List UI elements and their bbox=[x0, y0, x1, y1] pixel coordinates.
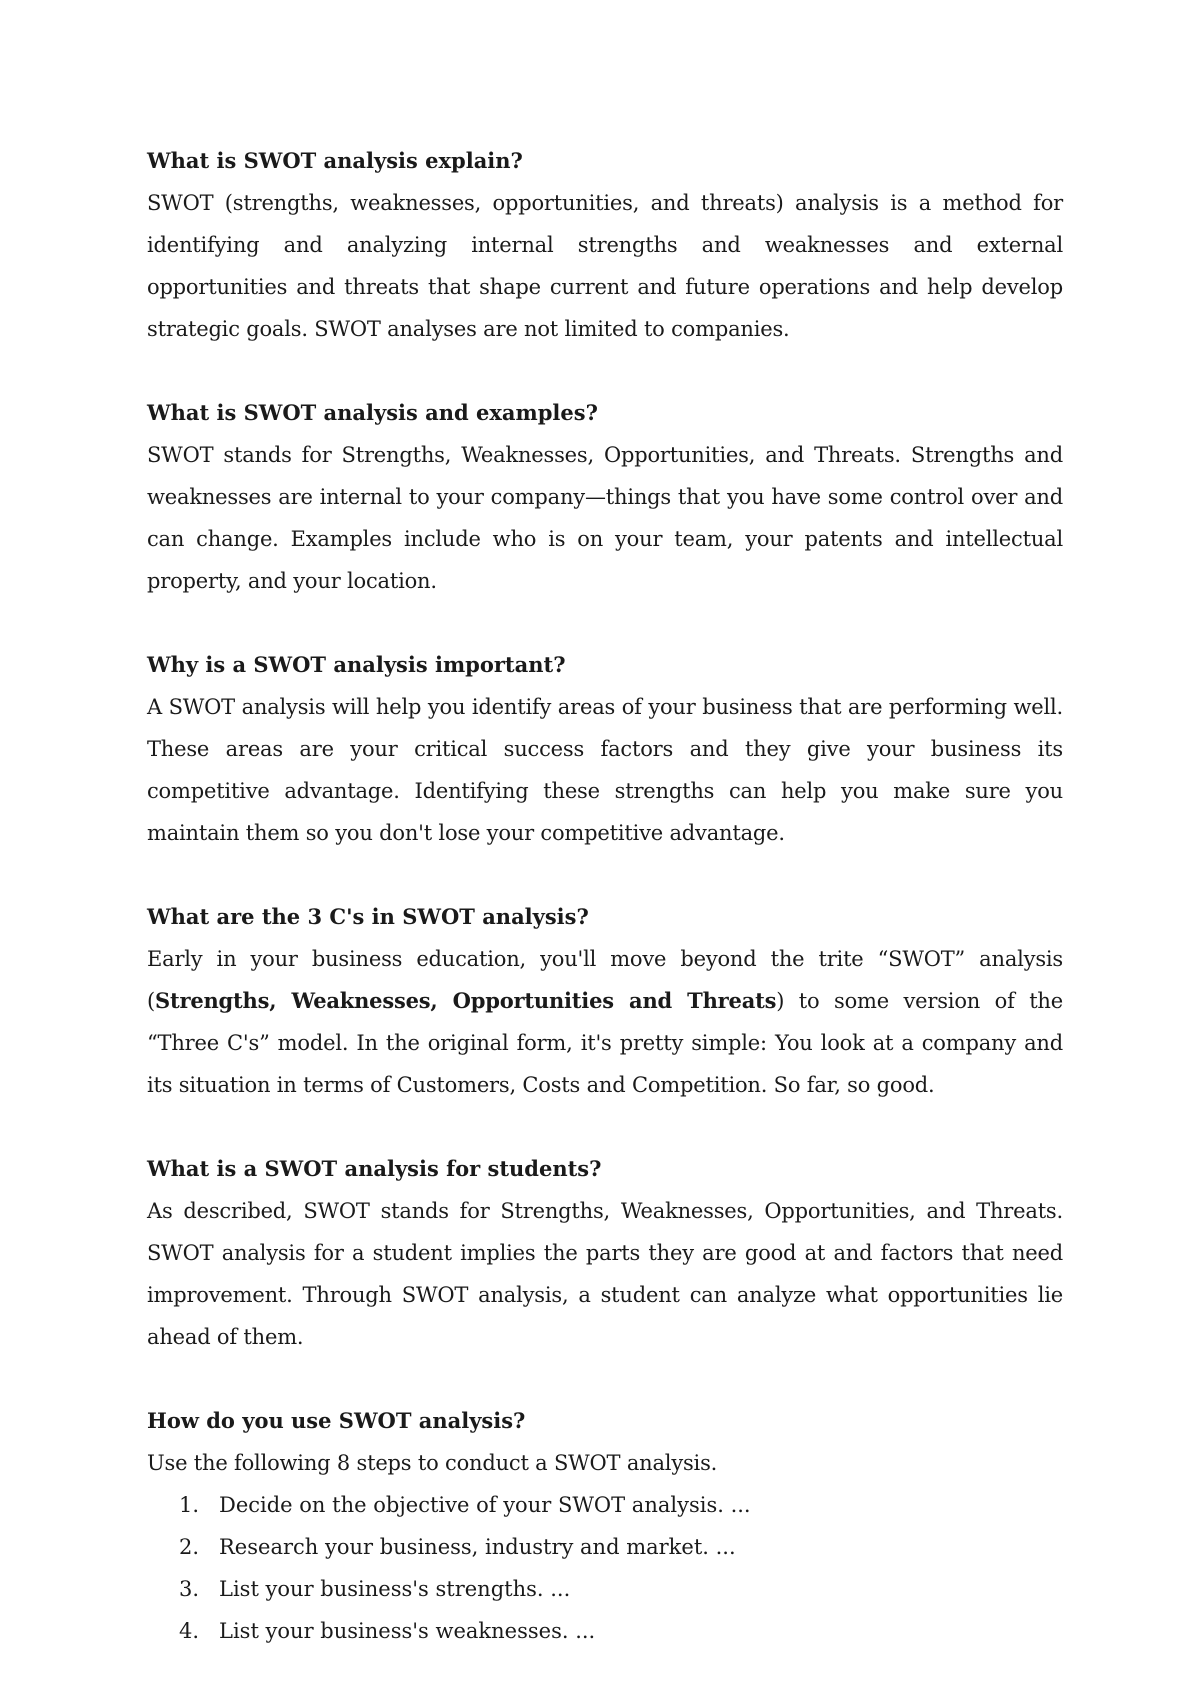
step-number: 3. bbox=[178, 1577, 199, 1601]
section-heading: What is a SWOT analysis for students? bbox=[147, 1156, 602, 1181]
section-body bbox=[147, 938, 1063, 1106]
section-heading: What is SWOT analysis and examples? bbox=[147, 400, 598, 425]
section-three-cs bbox=[147, 896, 1063, 1106]
list-item bbox=[147, 1484, 1063, 1526]
step-text: List your business's strengths. ... bbox=[219, 1577, 571, 1601]
section-heading: Why is a SWOT analysis important? bbox=[147, 652, 566, 677]
section-heading: What are the 3 C's in SWOT analysis? bbox=[147, 904, 589, 929]
list-item bbox=[147, 1610, 1063, 1652]
step-number: 4. bbox=[178, 1619, 199, 1643]
list-item bbox=[147, 1526, 1063, 1568]
section-gap bbox=[147, 350, 1063, 392]
section-swot-usage bbox=[147, 1400, 1063, 1652]
section-body: A SWOT analysis will help you identify areas of your business that are performing well. These areas are your critical success factors and they give your business its competitive advantage. Identifying these strengths can help you make sure you maintain them so you don't lose your competitive advantage. bbox=[147, 695, 1063, 845]
section-body: SWOT (strengths, weaknesses, opportunities, and threats) analysis is a method for identifying and analyzing internal strengths and weaknesses and external opportunities and threats that shape current and future operations and help develop strategic goals. SWOT analyses are not limited to companies. bbox=[147, 191, 1063, 341]
section-swot-students bbox=[147, 1148, 1063, 1358]
body-text-bold: Strengths, Weaknesses, Opportunities and Threats bbox=[155, 988, 777, 1013]
step-text: List your business's weaknesses. ... bbox=[219, 1619, 596, 1643]
body-text-pre: Early in your business education, you'll move beyond the trite “SWOT” analysis ( bbox=[147, 947, 1063, 1013]
step-text: Decide on the objective of your SWOT analysis. ... bbox=[219, 1493, 751, 1517]
section-swot-examples bbox=[147, 392, 1063, 602]
step-number: 1. bbox=[178, 1493, 199, 1517]
section-heading: How do you use SWOT analysis? bbox=[147, 1408, 526, 1433]
list-item bbox=[147, 1568, 1063, 1610]
section-gap bbox=[147, 1358, 1063, 1400]
section-swot-explain bbox=[147, 140, 1063, 350]
section-gap bbox=[147, 602, 1063, 644]
section-heading: What is SWOT analysis explain? bbox=[147, 148, 523, 173]
section-gap bbox=[147, 854, 1063, 896]
section-gap bbox=[147, 1106, 1063, 1148]
document-page bbox=[147, 140, 1063, 1652]
step-text: Research your business, industry and market. ... bbox=[219, 1535, 736, 1559]
steps-list bbox=[147, 1484, 1063, 1652]
body-text-post: ) to some version of the “Three C's” model. In the original form, it's pretty simple: You look at a company and its situation in terms of Customers, Costs and Competition. So far, so good. bbox=[147, 989, 1063, 1097]
section-body: As described, SWOT stands for Strengths, Weaknesses, Opportunities, and Threats. SWOT analysis for a student implies the parts they are good at and factors that need improvement. Through SWOT analysis, a student can analyze what opportunities lie ahead of them. bbox=[147, 1199, 1063, 1349]
section-body: Use the following 8 steps to conduct a SWOT analysis. bbox=[147, 1451, 718, 1475]
step-number: 2. bbox=[178, 1535, 199, 1559]
section-swot-importance bbox=[147, 644, 1063, 854]
section-body: SWOT stands for Strengths, Weaknesses, Opportunities, and Threats. Strengths and weaknesses are internal to your company—things that you have some control over and can change. Examples include who is on your team, your patents and intellectual property, and your location. bbox=[147, 443, 1063, 593]
